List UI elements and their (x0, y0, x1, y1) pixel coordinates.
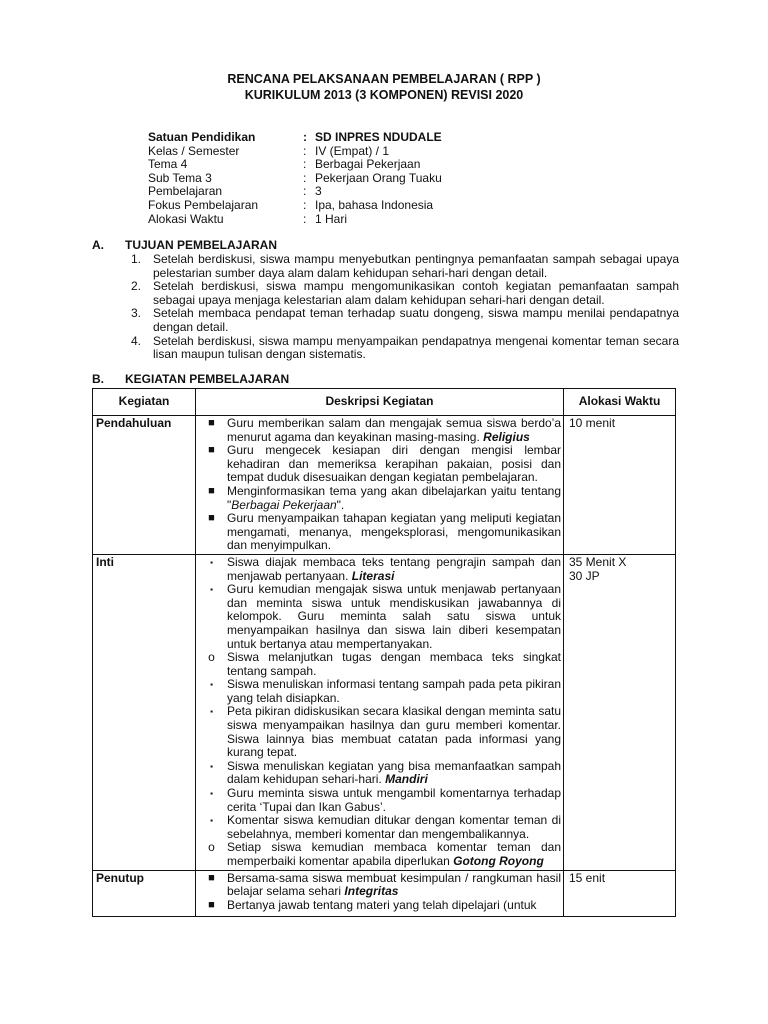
item-text: Guru kemudian mengajak siswa untuk menjawab pertanyaan dan meminta siswa untuk mendiskusikan jawabannya di kelompok. Guru meminta salah satu siswa untuk menyampaikan hasilnya dan siswa lain diberi kesempatan untuk bertanya atau mempertanyakan. (227, 582, 561, 651)
info-colon: : (303, 130, 307, 144)
section-letter: A. (92, 238, 104, 252)
item-text: Guru meminta siswa untuk mengambil komentarnya terhadap cerita ‘Tupai dan Ikan Gabus’. (227, 786, 561, 814)
info-label: Kelas / Semester (148, 143, 240, 158)
character-tag: Religius (483, 429, 530, 444)
character-tag: Integritas (344, 884, 399, 899)
section-b-heading (92, 373, 289, 387)
square-bullet-icon: ■ (208, 417, 215, 429)
goal-number: 3. (131, 306, 142, 321)
info-value: IV (Empat) / 1 (315, 143, 390, 158)
list-item (196, 760, 561, 787)
section-title: KEGIATAN PEMBELAJARAN (125, 372, 290, 386)
info-value: Pekerjaan Orang Tuaku (315, 170, 442, 185)
small-square-bullet-icon: ▪ (210, 707, 213, 717)
square-bullet-icon: ■ (208, 871, 215, 884)
table-header-row (93, 389, 676, 416)
activities-table (92, 388, 676, 917)
small-square-bullet-icon: ▪ (210, 789, 213, 799)
info-row-satuan (148, 131, 442, 145)
list-item (196, 556, 561, 583)
item-text: Siswa melanjutkan tugas dengan membaca teks singkat tentang sampah. (227, 650, 561, 678)
info-value: 3 (315, 184, 322, 199)
item-text: Guru menyampaikan tahapan kegiatan yang meliputi kegiatan mengamati, menanya, mengeksplorasi, mengomunikasikan dan menyimpulkan. (227, 511, 561, 553)
doc-title-line2: KURIKULUM 2013 (3 KOMPONEN) REVISI 2020 (244, 88, 524, 102)
square-bullet-icon: ■ (208, 898, 215, 911)
goal-number: 2. (131, 279, 142, 294)
square-bullet-icon: ■ (208, 484, 215, 497)
square-bullet-icon: ■ (208, 512, 215, 525)
item-text (227, 841, 561, 868)
item-text-body: Bersama-sama siswa membuat kesimpulan / rangkuman hasil belajar selama sehari (227, 870, 561, 899)
item-text: Peta pikiran didiskusikan secara klasikal dengan meminta satu siswa menyampaikan hasilnya dan guru memberi komentar. Siswa lainnya bias membuat catatan pada informasi yang kurang tepat. (227, 704, 561, 760)
circle-bullet-icon: o (208, 650, 215, 665)
item-text (227, 556, 561, 583)
character-tag: Gotong Royong (453, 854, 544, 868)
info-value: 1 Hari (315, 211, 348, 226)
section-title: TUJUAN PEMBELAJARAN (125, 238, 278, 252)
list-item (196, 485, 561, 512)
info-colon: : (303, 184, 307, 199)
info-colon: : (303, 211, 307, 226)
info-label: Satuan Pendidikan (148, 130, 256, 144)
phase-description (196, 554, 564, 870)
small-square-bullet-icon: ▪ (210, 816, 213, 826)
info-colon: : (303, 170, 307, 185)
goal-text: Setelah berdiskusi, siswa mampu mengomunikasikan contoh kegiatan pemanfaatan sampah sebagai upaya menjaga kelestarian alam dalam kehidupan sehari-hari dengan detail. (153, 279, 679, 307)
goal-text: Setelah berdiskusi, siswa mampu menyebutkan pentingnya pemanfaatan sampah sebagai upaya pelestarian sumber daya alam dalam kehidupan sehari-hari dengan detail. (153, 252, 679, 280)
item-text-body: Setiap siswa kemudian membaca komentar teman dan memperbaiki komentar apabila diperlukan (227, 840, 561, 868)
info-row-pembelajaran (148, 185, 442, 199)
header-deskripsi: Deskripsi Kegiatan (196, 389, 564, 416)
small-square-bullet-icon: ▪ (210, 761, 213, 771)
item-text (227, 760, 561, 787)
list-item (196, 417, 561, 444)
circle-bullet-icon: o (208, 840, 215, 855)
goal-item (131, 253, 679, 280)
goals-list (131, 253, 679, 362)
info-colon: : (303, 157, 307, 172)
info-label: Alokasi Waktu (148, 211, 224, 226)
header-kegiatan: Kegiatan (93, 389, 196, 416)
character-tag: Literasi (351, 568, 395, 583)
goal-item (131, 335, 679, 362)
info-colon: : (303, 197, 307, 212)
small-square-bullet-icon: ▪ (210, 557, 213, 567)
list-item (196, 787, 561, 814)
row-penutup (93, 870, 676, 916)
list-item (196, 841, 561, 868)
info-row-fokus (148, 199, 442, 213)
list-item (196, 651, 561, 678)
item-text: Guru mengecek kesiapan diri dengan mengisi lembar kehadiran dan memeriksa kerapihan pakaian, posisi dan tempat duduk disesuaikan dengan kegiatan pembelajaran. (227, 443, 561, 485)
phase-description (196, 416, 564, 555)
item-text: Bertanya jawab tentang materi yang telah dipelajari (untuk (227, 898, 537, 912)
goal-number: 1. (131, 252, 142, 266)
goal-text: Setelah membaca pendapat teman terhadap suatu dongeng, siswa mampu menilai pendapatnya dengan detail. (153, 306, 679, 334)
list-item (196, 705, 561, 759)
theme-name: Berbagai Pekerjaan (231, 497, 337, 512)
goal-item (131, 307, 679, 334)
item-text-body: Siswa menuliskan kegiatan yang bisa memanfaatkan sampah dalam kehidupan sehari-hari. (227, 758, 561, 787)
phase-label: Pendahuluan (93, 416, 196, 555)
item-text-pre: Menginformasikan tema yang akan dibelajarkan yaitu tentang " (227, 483, 561, 512)
info-value: Berbagai Pekerjaan (315, 157, 421, 172)
small-square-bullet-icon: ▪ (210, 585, 213, 595)
info-colon: : (303, 143, 307, 158)
item-text (227, 485, 561, 512)
info-row-alokasi (148, 213, 442, 227)
row-inti (93, 554, 676, 870)
info-label: Fokus Pembelajaran (148, 197, 259, 212)
list-item (196, 814, 561, 841)
item-text: Siswa menuliskan informasi tentang sampah pada peta pikiran yang telah disiapkan. (227, 677, 561, 705)
doc-title-line1: RENCANA PELAKSANAAN PEMBELAJARAN ( RPP ) (227, 72, 541, 86)
phase-time-line2: 30 JP (569, 568, 600, 583)
info-label: Pembelajaran (148, 184, 223, 199)
header-alokasi: Alokasi Waktu (564, 389, 676, 416)
phase-time-line1: 35 Menit X (569, 554, 627, 569)
identity-block (148, 131, 442, 226)
phase-label: Inti (93, 554, 196, 870)
section-letter: B. (92, 372, 104, 386)
goal-text: Setelah berdiskusi, siswa mampu menyampaikan pendapatnya mengenai komentar teman secara lisan maupun tulisan dengan sistematis. (153, 333, 679, 362)
phase-time (564, 554, 676, 870)
goal-number: 4. (131, 333, 142, 348)
goal-item (131, 280, 679, 307)
character-tag: Mandiri (385, 772, 428, 787)
list-item (196, 512, 561, 553)
list-item (196, 872, 561, 899)
item-text (227, 417, 561, 444)
item-text-body: Siswa diajak membaca teks tentang pengrajin sampah dan menjawab pertanyaan. (227, 554, 561, 583)
item-text (227, 872, 561, 899)
phase-description (196, 870, 564, 916)
list-item (196, 444, 561, 485)
info-value: SD INPRES NDUDALE (315, 130, 442, 144)
list-item (196, 583, 561, 651)
info-row-kelas (148, 145, 442, 159)
item-text-post: ". (336, 497, 345, 512)
info-label: Tema 4 (148, 157, 188, 172)
info-value: Ipa, bahasa Indonesia (315, 197, 434, 212)
phase-label: Penutup (93, 870, 196, 916)
phase-time: 15 enit (564, 870, 676, 916)
square-bullet-icon: ■ (208, 444, 215, 457)
item-text-body: Guru memberikan salam dan mengajak semua siswa berdo’a menurut agama dan keyakinan masing-masing. (227, 416, 561, 444)
phase-time: 10 menit (564, 416, 676, 555)
info-label: Sub Tema 3 (148, 170, 212, 185)
item-text: Komentar siswa kemudian ditukar dengan komentar teman di sebelahnya, memberi komentar dan mengembalikannya. (227, 813, 561, 841)
list-item (196, 899, 561, 915)
small-square-bullet-icon: ▪ (210, 680, 213, 690)
row-pendahuluan (93, 416, 676, 555)
section-a-heading (92, 239, 277, 253)
info-row-tema (148, 158, 442, 172)
list-item (196, 678, 561, 705)
info-row-subtema (148, 172, 442, 186)
